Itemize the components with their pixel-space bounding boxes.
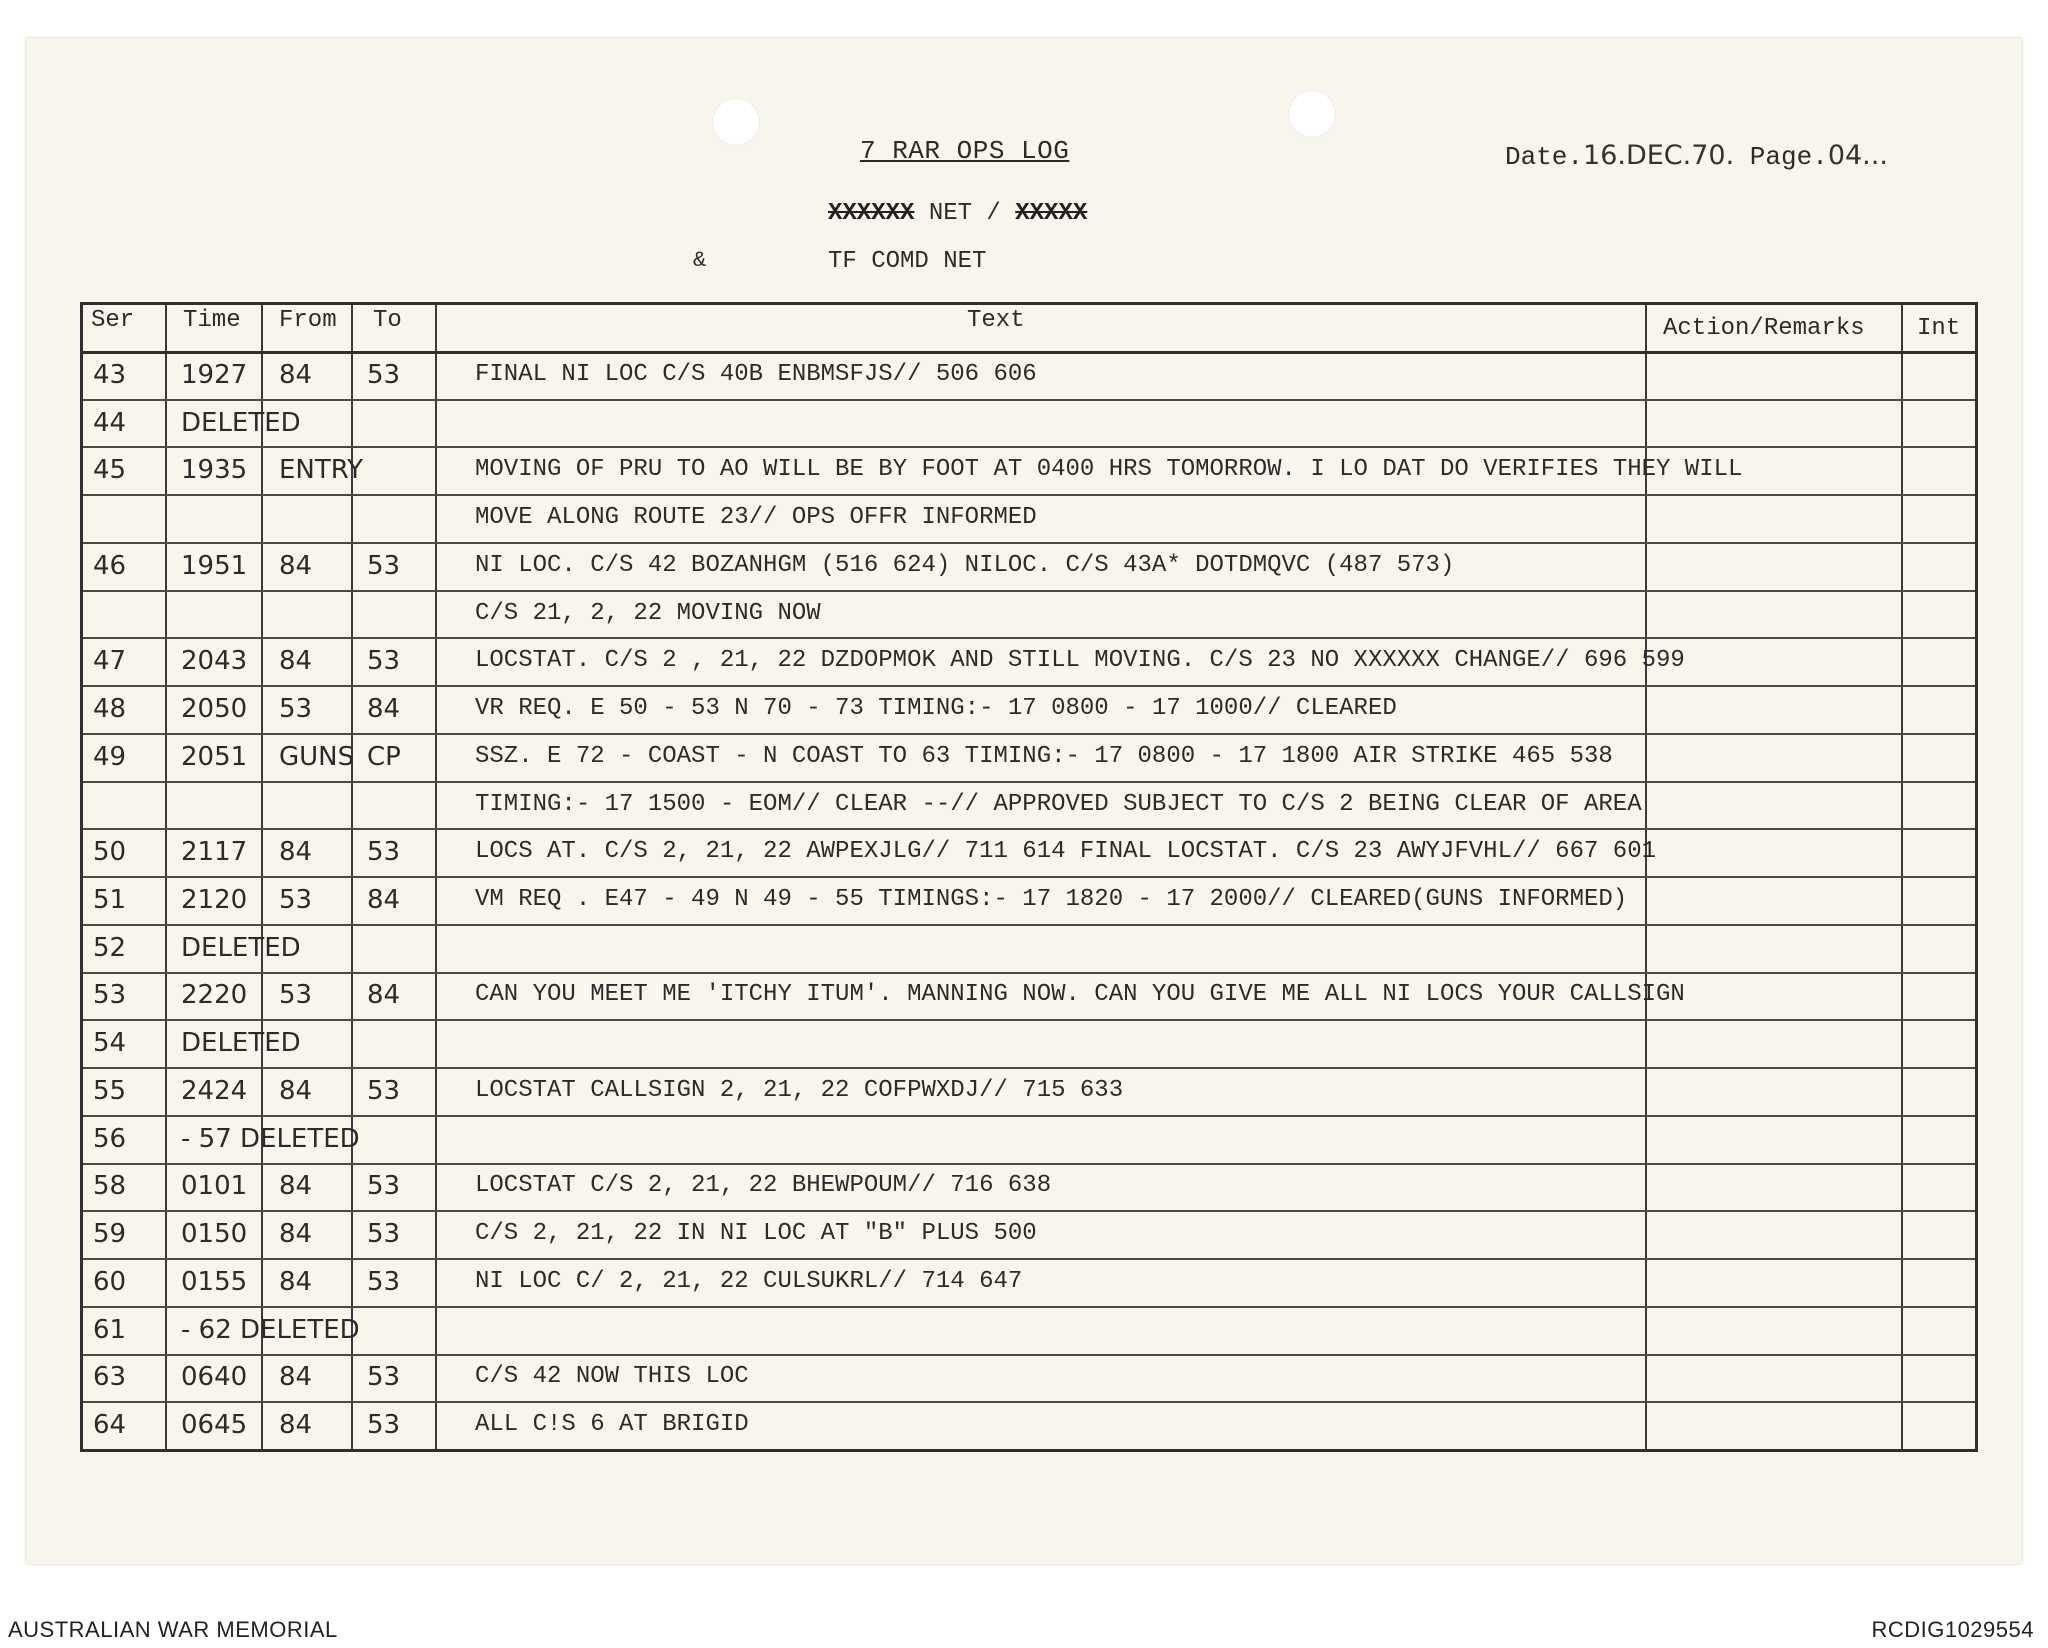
- row-to-cell: 84: [367, 980, 401, 1011]
- col-header-action: Action/Remarks: [1663, 315, 1865, 342]
- row-divider: [83, 924, 1975, 926]
- row-time-cell: 1951: [181, 550, 248, 581]
- row-from-cell: 84: [279, 1266, 313, 1297]
- row-to-cell: 53: [367, 1410, 401, 1441]
- row-from-cell: 84: [279, 837, 313, 868]
- row-divider: [83, 1306, 1975, 1308]
- row-from-cell: 84: [279, 1410, 313, 1441]
- row-divider: [83, 1354, 1975, 1356]
- row-time-cell: 1927: [181, 359, 248, 390]
- row-ser-cell: 61: [93, 1314, 127, 1345]
- row-text-cell: FINAL NI LOC C/S 40B ENBMSFJS// 506 606: [475, 360, 1037, 388]
- row-ser-cell: 51: [93, 885, 127, 915]
- row-divider: [83, 828, 1975, 830]
- row-to-cell: 53: [367, 1171, 401, 1202]
- row-time-cell: 2220: [181, 980, 248, 1011]
- row-from-cell: 84: [279, 1075, 313, 1106]
- row-ser-cell: 43: [93, 359, 127, 390]
- row-text-cell: LOCSTAT CALLSIGN 2, 21, 22 COFPWXDJ// 715 633: [475, 1076, 1124, 1104]
- row-text-cell: C/S 21, 2, 22 MOVING NOW: [475, 599, 821, 627]
- row-divider: [83, 876, 1975, 878]
- row-to-cell: CP: [367, 741, 401, 772]
- row-divider: [83, 1067, 1975, 1069]
- col-header-to: To: [373, 307, 402, 334]
- row-from-cell: 84: [279, 1219, 313, 1250]
- row-text-cell: TIMING:- 17 1500 - EOM// CLEAR --// APPROVED SUBJECT TO C/S 2 BEING CLEAR OF AREA: [475, 790, 1642, 818]
- log-title: 7 RAR OPS LOG: [860, 136, 1070, 166]
- date-label: Date.: [1505, 142, 1584, 172]
- row-to-cell: 53: [367, 837, 401, 868]
- row-ser-cell: 56: [93, 1123, 127, 1154]
- punch-hole-left: [712, 98, 760, 146]
- row-time-cell: 1935: [181, 455, 248, 486]
- row-divider: [83, 542, 1975, 544]
- row-text-cell: VR REQ. E 50 - 53 N 70 - 73 TIMING:- 17 0800 - 17 1000// CLEARED: [475, 695, 1397, 723]
- row-ser-cell: 45: [93, 455, 127, 486]
- row-ser-cell: 53: [93, 980, 127, 1011]
- col-header-text: Text: [967, 307, 1025, 334]
- row-from-cell: GUNS: [279, 741, 355, 772]
- row-text-cell: MOVE ALONG ROUTE 23// OPS OFFR INFORMED: [475, 504, 1037, 532]
- row-from-cell: 84: [279, 359, 313, 390]
- row-text-cell: LOCSTAT C/S 2, 21, 22 BHEWPOUM// 716 638: [475, 1172, 1052, 1200]
- row-ser-cell: 55: [93, 1075, 127, 1106]
- row-time-cell: DELETED: [181, 407, 301, 438]
- row-from-cell: 84: [279, 646, 313, 677]
- row-divider: [83, 1401, 1975, 1403]
- row-time-cell: 0150: [181, 1219, 248, 1250]
- row-from-cell: ENTRY: [279, 455, 364, 486]
- row-to-cell: 53: [367, 646, 401, 677]
- row-ser-cell: 58: [93, 1171, 127, 1202]
- row-from-cell: 53: [279, 980, 313, 1011]
- row-text-cell: C/S 2, 21, 22 IN NI LOC AT "B" PLUS 500: [475, 1220, 1037, 1248]
- row-time-cell: - 62 DELETED: [181, 1314, 360, 1345]
- row-time-cell: DELETED: [181, 932, 301, 963]
- row-ser-cell: 48: [93, 694, 127, 725]
- page-value: 04...: [1827, 140, 1888, 171]
- date-page-line: [1505, 140, 1888, 172]
- col-header-int: Int: [1917, 315, 1961, 342]
- row-divider: [83, 1115, 1975, 1117]
- row-time-cell: 2424: [181, 1075, 248, 1106]
- row-ser-cell: 47: [93, 646, 127, 677]
- row-time-cell: 0640: [181, 1362, 248, 1393]
- tf-comd-net: TF COMD NET: [828, 248, 987, 275]
- row-time-cell: 0101: [181, 1171, 248, 1202]
- row-text-cell: C/S 42 NOW THIS LOC: [475, 1363, 749, 1391]
- row-divider: [83, 590, 1975, 592]
- row-ser-cell: 49: [93, 741, 127, 772]
- row-to-cell: 53: [367, 1362, 401, 1393]
- row-to-cell: 53: [367, 1266, 401, 1297]
- footer-source: AUSTRALIAN WAR MEMORIAL: [8, 1617, 338, 1642]
- header-divider: [83, 351, 1975, 354]
- row-text-cell: LOCSTAT. C/S 2 , 21, 22 DZDOPMOK AND STILL MOVING. C/S 23 NO XXXXXX CHANGE// 696 599: [475, 647, 1685, 675]
- date-value: 16.DEC.70.: [1583, 140, 1735, 171]
- punch-hole-right: [1288, 90, 1336, 138]
- row-time-cell: 2051: [181, 741, 248, 772]
- row-divider: [83, 1019, 1975, 1021]
- net-line: [828, 200, 1087, 227]
- row-to-cell: 53: [367, 1219, 401, 1250]
- row-text-cell: MOVING OF PRU TO AO WILL BE BY FOOT AT 0400 HRS TOMORROW. I LO DAT DO VERIFIES THEY WILL: [475, 456, 1743, 484]
- row-time-cell: 2050: [181, 694, 248, 725]
- row-divider: [83, 637, 1975, 639]
- row-text-cell: VM REQ . E47 - 49 N 49 - 55 TIMINGS:- 17 1820 - 17 2000// CLEARED(GUNS INFORMED): [475, 886, 1628, 913]
- row-text-cell: NI LOC C/ 2, 21, 22 CULSUKRL// 714 647: [475, 1267, 1023, 1295]
- row-time-cell: 2043: [181, 646, 248, 677]
- row-ser-cell: 44: [93, 407, 127, 438]
- row-ser-cell: 64: [93, 1410, 127, 1441]
- row-divider: [83, 685, 1975, 687]
- row-text-cell: ALL C!S 6 AT BRIGID: [475, 1411, 749, 1439]
- net-struck-text-1: XXXXXX: [828, 200, 915, 227]
- row-divider: [83, 972, 1975, 974]
- row-from-cell: 84: [279, 1362, 313, 1393]
- row-ser-cell: 63: [93, 1362, 127, 1393]
- row-text-cell: SSZ. E 72 - COAST - N COAST TO 63 TIMING:- 17 0800 - 17 1800 AIR STRIKE 465 538: [475, 742, 1613, 770]
- row-ser-cell: 52: [93, 932, 127, 963]
- row-to-cell: 84: [367, 694, 401, 725]
- row-ser-cell: 46: [93, 550, 127, 581]
- row-to-cell: 53: [367, 550, 401, 581]
- row-ser-cell: 54: [93, 1028, 127, 1059]
- row-ser-cell: 59: [93, 1219, 127, 1250]
- col-header-from: From: [279, 307, 337, 334]
- row-from-cell: 53: [279, 885, 313, 915]
- log-table: [80, 302, 1978, 1452]
- row-text-cell: LOCS AT. C/S 2, 21, 22 AWPEXJLG// 711 614 FINAL LOCSTAT. C/S 23 AWYJFVHL// 667 601: [475, 838, 1656, 866]
- row-text-cell: CAN YOU MEET ME 'ITCHY ITUM'. MANNING NOW. CAN YOU GIVE ME ALL NI LOCS YOUR CALLSIGN: [475, 981, 1685, 1009]
- row-divider: [83, 781, 1975, 783]
- row-divider: [83, 1163, 1975, 1165]
- row-divider: [83, 399, 1975, 401]
- row-time-cell: 2120: [181, 885, 248, 915]
- row-from-cell: 53: [279, 694, 313, 725]
- row-time-cell: DELETED: [181, 1028, 301, 1059]
- net-mid-text: NET /: [914, 200, 1016, 227]
- row-to-cell: 53: [367, 359, 401, 390]
- row-time-cell: - 57 DELETED: [181, 1123, 360, 1154]
- row-divider: [83, 1210, 1975, 1212]
- row-ser-cell: 60: [93, 1266, 127, 1297]
- ampersand: &: [693, 248, 707, 273]
- net-struck-text-2: XXXXX: [1015, 200, 1088, 227]
- row-divider: [83, 1258, 1975, 1260]
- col-header-ser: Ser: [91, 307, 135, 334]
- row-time-cell: 2117: [181, 837, 248, 868]
- row-from-cell: 84: [279, 1171, 313, 1202]
- row-from-cell: 84: [279, 550, 313, 581]
- footer-id: RCDIG1029554: [1871, 1617, 2034, 1642]
- row-divider: [83, 494, 1975, 496]
- row-time-cell: 0155: [181, 1266, 248, 1297]
- row-text-cell: NI LOC. C/S 42 BOZANHGM (516 624) NILOC. C/S 43A* DOTDMQVC (487 573): [475, 551, 1455, 579]
- row-ser-cell: 50: [93, 837, 127, 868]
- page-label: Page.: [1749, 142, 1828, 172]
- row-to-cell: 84: [367, 885, 401, 915]
- row-divider: [83, 446, 1975, 448]
- row-time-cell: 0645: [181, 1410, 248, 1441]
- row-divider: [83, 733, 1975, 735]
- row-to-cell: 53: [367, 1075, 401, 1106]
- col-header-time: Time: [183, 307, 241, 334]
